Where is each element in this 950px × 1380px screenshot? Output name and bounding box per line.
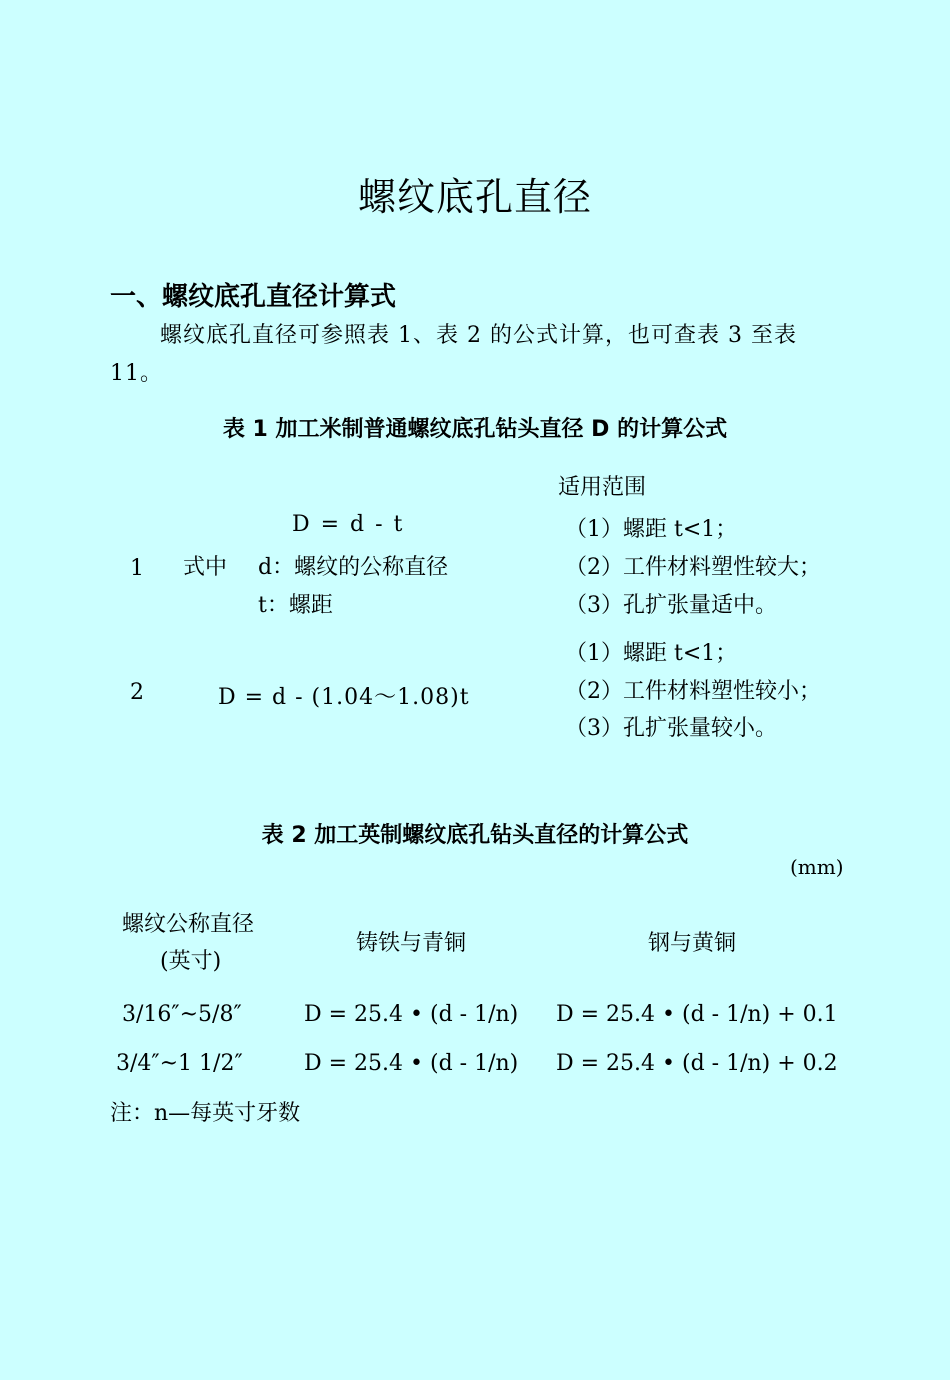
table1-row2-condition3: （3）孔扩张量较小。	[565, 716, 777, 741]
table1-row2-condition2: （2）工件材料塑性较小；	[565, 679, 821, 704]
page-title: 螺纹底孔直径	[357, 175, 592, 219]
table2-header-cast-iron: 铸铁与青铜	[356, 931, 467, 956]
section-heading: 一、螺纹底孔直径计算式	[110, 282, 397, 312]
table1-row1-condition2: （2）工件材料塑性较大；	[565, 555, 821, 580]
intro-paragraph-line2: 11。	[110, 361, 163, 386]
table2-row2-size: 3/4″~1 1/2″	[116, 1051, 243, 1076]
table1-row1-definition-t: t：螺距	[258, 593, 333, 618]
table1-caption: 表 1 加工米制普通螺纹底孔钻头直径 D 的计算公式	[222, 417, 728, 442]
table2-note: 注：n—每英寸牙数	[110, 1101, 301, 1126]
table2-row1-size: 3/16″~5/8″	[122, 1002, 242, 1027]
table1-row1-formula: D = d - t	[292, 512, 405, 537]
table2-row2-cast-formula: D = 25.4 • (d - 1/n)	[304, 1051, 519, 1076]
table1-row2-formula: D = d - (1.04～1.08)t	[218, 685, 470, 710]
table2-row1-steel-formula: D = 25.4 • (d - 1/n) + 0.1	[556, 1002, 838, 1027]
table2-row1-cast-formula: D = 25.4 • (d - 1/n)	[304, 1002, 519, 1027]
table1-range-header: 适用范围	[558, 475, 647, 500]
table1-row1-definition-d: d：螺纹的公称直径	[258, 555, 449, 580]
table2-header-size-line2: (英寸)	[160, 949, 222, 974]
table2-header-steel: 钢与黄铜	[648, 931, 737, 956]
table1-row1-number: 1	[130, 556, 144, 581]
table2-header-size-line1: 螺纹公称直径	[122, 912, 255, 937]
table2-row2-steel-formula: D = 25.4 • (d - 1/n) + 0.2	[556, 1051, 838, 1076]
table1-row1-label: 式中	[183, 555, 228, 580]
table1-row2-number: 2	[130, 680, 144, 705]
table1-row1-condition1: （1）螺距 t<1；	[565, 517, 738, 542]
table2-caption: 表 2 加工英制螺纹底孔钻头直径的计算公式	[261, 823, 689, 848]
intro-paragraph-line1: 螺纹底孔直径可参照表 1、表 2 的公式计算，也可查表 3 至表	[160, 323, 797, 348]
table2-unit: (mm)	[790, 855, 844, 879]
table1-row2-condition1: （1）螺距 t<1；	[565, 641, 738, 666]
table1-row1-condition3: （3）孔扩张量适中。	[565, 593, 777, 618]
